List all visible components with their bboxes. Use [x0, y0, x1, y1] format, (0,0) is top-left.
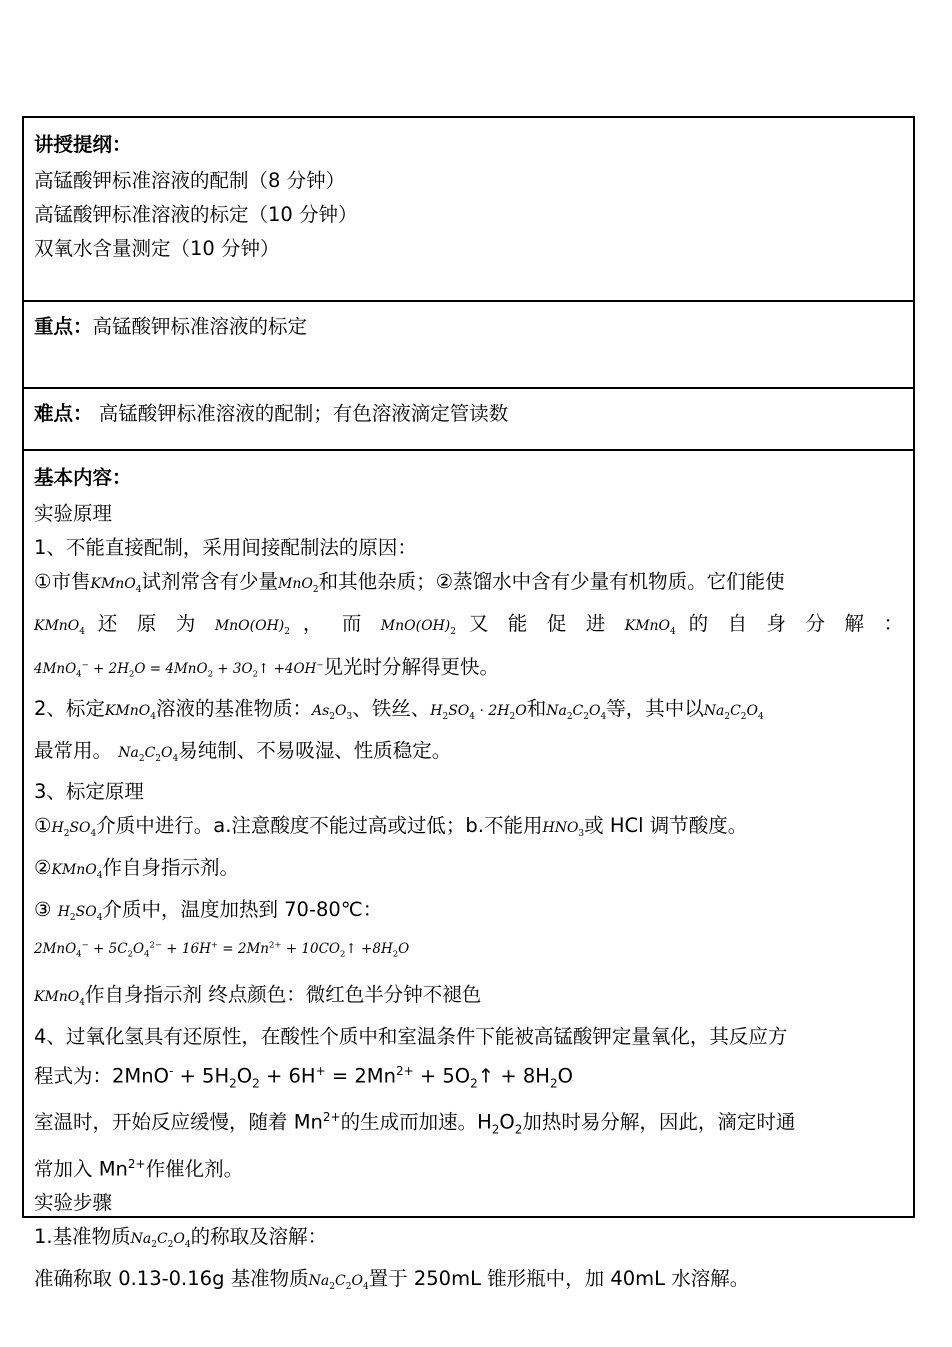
lesson-plan-table — [22, 116, 915, 1292]
key-point-text: 高锰酸钾标准溶液的标定 — [92, 315, 308, 338]
p4-line2: 程式为：$2MnO^- + 5H_2O_2 + 6H^+ = 2Mn^{2+}$ + $5O_2↑ + 8H_2O$ — [34, 1063, 573, 1091]
outline-title: 讲授提纲： — [34, 133, 132, 156]
difficulty-section — [24, 389, 913, 451]
key-point-section — [24, 302, 913, 389]
outline-section — [24, 118, 913, 302]
p1-line2: KMnO$_4$ 还 原 为 $MnO(OH)_2$ ， 而 $MnO(OH)_2$ 又 能 促 进 KMnO$_4$ 的 自 身 分 解 ： — [34, 611, 903, 637]
p3-equation: $2MnO_4^- + 5C_2O_4^{2-} + 16H^+ = 2Mn^{2+}$ + $10CO_2↑ +8H_2O$ — [34, 940, 410, 960]
difficulty-label: 难点： — [34, 402, 93, 425]
outline-item: 高锰酸钾标准溶液的配制（8 分钟） — [34, 169, 346, 192]
p4-line1: 4、过氧化氢具有还原性，在酸性个质中和室温条件下能被高锰酸钾定量氧化，其反应方 — [34, 1024, 788, 1048]
outline-item: 双氧水含量测定（10 分钟） — [34, 237, 280, 260]
steps-heading: 实验步骤 — [34, 1191, 113, 1215]
p5-line1: 室温时，开始反应缓慢，随着 $Mn^{2+}$的生成而加速。$H_2O_2$加热时易分解，因此，滴定时通 — [34, 1110, 796, 1137]
p2-line1: 2、标定KMnO$_4$溶液的基准物质：$As_2O_3$、铁丝、$H_2SO_4 \cdot 2H_2O$和$Na_2C_2O_4$等，其中以$Na_2C_2O_4$ — [34, 696, 764, 722]
p3-title: 3、标定原理 — [34, 780, 144, 804]
key-point-label: 重点： — [34, 315, 93, 338]
step1-title: 1.基准物质$Na_2C_2O_4$的称取及溶解： — [34, 1225, 328, 1250]
outline-item: 高锰酸钾标准溶液的标定（10 分钟） — [34, 203, 358, 226]
step1-text: 准确称取 0.13-0.16g 基准物质$Na_2C_2O_4$置于 250mL 锥形瓶中，加 40mL 水溶解。 — [34, 1266, 750, 1292]
p3-item1: $①H_2SO_4$介质中进行。a.注意酸度不能过高或过低；b.不能用$HNO_3$或 HCl 调节酸度。 — [34, 814, 748, 840]
p1-title: 1、不能直接配制，采用间接配制法的原因： — [34, 536, 417, 559]
difficulty-text: 高锰酸钾标准溶液的配制；有色溶液滴定管读数 — [92, 402, 509, 425]
content-section — [24, 451, 913, 1292]
p1-line3: $4MnO_4^- + 2H_2O = 4MnO_2$ + $3O_2↑ +4OH^-$见光时分解得更快。 — [34, 655, 499, 680]
principle-heading: 实验原理 — [34, 502, 113, 525]
p3-indicator: KMnO$_4$作自身指示剂 终点颜色：微红色半分钟不褪色 — [34, 982, 482, 1008]
content-title: 基本内容： — [34, 466, 132, 489]
p5-line2: 常加入 $Mn^{2+}$作催化剂。 — [34, 1156, 244, 1181]
p1-line1: ①市售KMnO$_4$试剂常含有少量MnO$_2$和其他杂质；②蒸馏水中含有少量有机物质。它们能使 — [34, 570, 785, 595]
p3-item3: ③ $H_2SO_4$介质中，温度加热到 70-80℃： — [34, 897, 383, 923]
p2-line2: 最常用。 $Na_2C_2O_4$易纯制、不易吸湿、性质稳定。 — [34, 738, 452, 764]
p3-item2: ②KMnO$_4$作自身指示剂。 — [34, 856, 240, 881]
